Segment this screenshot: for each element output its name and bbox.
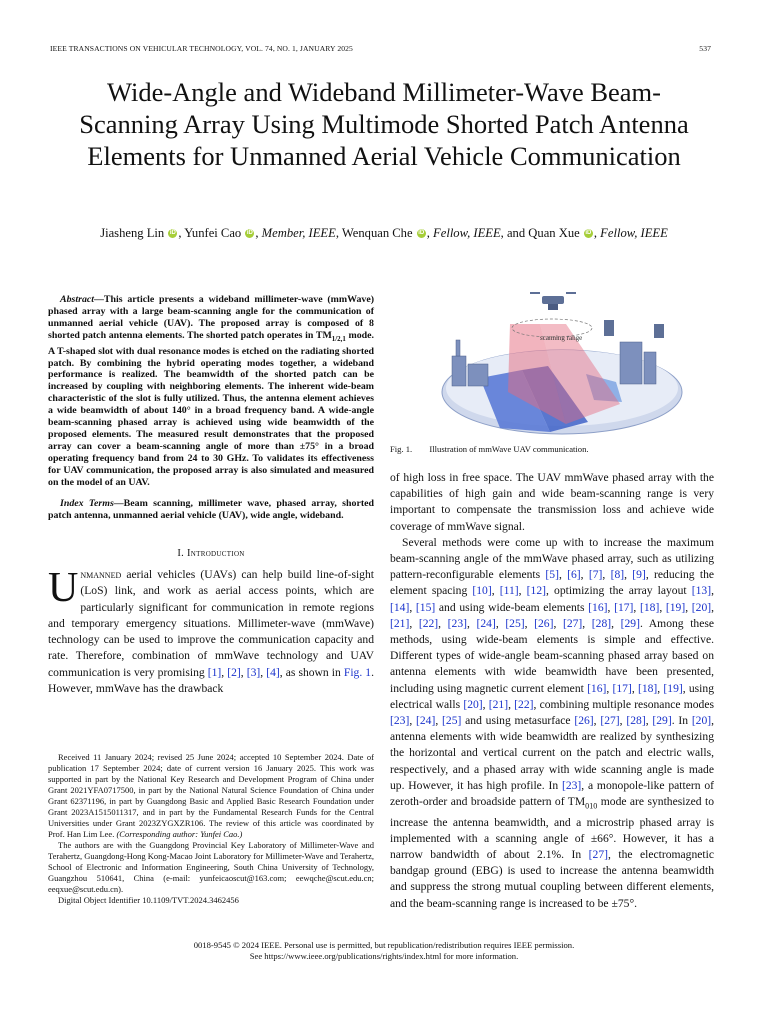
author-name: Wenquan Che: [341, 226, 413, 240]
citation-link[interactable]: [9]: [632, 568, 646, 582]
corresponding-author: (Corresponding author: Yunfei Cao.): [116, 829, 243, 839]
citation-link[interactable]: [20]: [691, 714, 712, 728]
citation-link[interactable]: [20]: [463, 697, 483, 711]
citation-link[interactable]: [22]: [514, 697, 534, 711]
citation-link[interactable]: [22]: [418, 616, 439, 630]
author-name: Yunfei Cao: [184, 226, 242, 240]
drop-cap: U: [48, 565, 79, 612]
figure-link[interactable]: Fig. 1: [343, 665, 372, 679]
author-membership: Fellow, IEEE: [433, 226, 501, 240]
citation-link[interactable]: [4]: [266, 665, 280, 679]
citation-link[interactable]: [23]: [561, 778, 582, 792]
citation-link[interactable]: [19]: [665, 600, 686, 614]
citation-link[interactable]: [18]: [637, 681, 658, 695]
index-terms-label: Index Terms: [60, 498, 114, 510]
rights-url-line: See https://www.ieee.org/publications/rights/index.html for more information.: [249, 951, 519, 961]
left-column: [48, 294, 374, 697]
citation-link[interactable]: [18]: [639, 600, 660, 614]
citation-link[interactable]: [13]: [691, 584, 712, 598]
citation-link[interactable]: [10]: [472, 584, 492, 598]
citation-link[interactable]: [29]: [620, 616, 640, 630]
intro-paragraph: Unmanned aerial vehicles (UAVs) can help build line-of-sight (LoS) link, and work as aerial access points, which are particularly significant for communication in remote regions and temporary emergency situations. Millimeter-wave (mmWave) technology can be used to improve the communication capacity and rate. Therefore, combination of mmWave technology and UAV communication is very promising [1], [2], [3], [4], as shown in Fig. 1. However, mmWave has the drawback: [48, 565, 375, 695]
citation-link[interactable]: [23]: [447, 616, 467, 630]
citation-link[interactable]: [26]: [534, 616, 554, 630]
citation-link[interactable]: [27]: [600, 714, 620, 728]
scanning-range-label: scanning range: [540, 334, 583, 342]
author-membership: Fellow, IEEE: [600, 226, 668, 240]
right-column: [390, 282, 714, 912]
citation-link[interactable]: [21]: [488, 697, 509, 711]
citation-link[interactable]: [28]: [591, 616, 612, 630]
abstract-label: Abstract: [60, 294, 95, 305]
doi-note: Digital Object Identifier 10.1109/TVT.2024.3462456: [58, 895, 239, 905]
orcid-icon[interactable]: iD: [418, 230, 425, 236]
citation-link[interactable]: [27]: [562, 616, 583, 630]
section-heading: I. Introduction: [177, 548, 245, 560]
citation-link[interactable]: [6]: [567, 568, 581, 582]
citation-link[interactable]: [15]: [415, 600, 436, 614]
citation-link[interactable]: [1]: [207, 665, 222, 679]
citation-link[interactable]: [17]: [614, 600, 634, 614]
uav-illustration: [390, 282, 714, 432]
author-name: Jiasheng Lin: [100, 226, 165, 240]
citation-link[interactable]: [23]: [390, 714, 410, 728]
first-page-footnote: [48, 752, 374, 906]
citation-link[interactable]: [8]: [610, 568, 625, 582]
citation-link[interactable]: [24]: [476, 616, 496, 630]
citation-link[interactable]: [24]: [416, 714, 436, 728]
citation-link[interactable]: [25]: [442, 714, 462, 728]
received-note: Received 11 January 2024; revised 25 June 2024; accepted 10 September 2024. Date of publication 17 September 2024; date of current version 16 January 2025. This work was supported in part by the National Key Research and Development Program of China under Grant 2021YFA0717500, in part by the National Natural Science Foundation of China under Grant 62371196, in part by Guangdong Basic and Applied Basic Research Foundation under Grant 2023A1515011317, and in part by the Fundamental Research Funds for the Central Universities under Grant 2023ZYGXZR106. The review of this article was coordinated by Prof. Han Lim Lee. (Corresponding author: Yunfei Cao.): [48, 752, 374, 839]
citation-link[interactable]: [16]: [588, 600, 608, 614]
citation-link[interactable]: [7]: [588, 568, 603, 582]
citation-link[interactable]: [16]: [587, 681, 607, 695]
citation-link[interactable]: [5]: [545, 568, 559, 582]
citation-link[interactable]: [28]: [626, 714, 646, 728]
citation-link[interactable]: [21]: [390, 616, 410, 630]
author-name: Quan Xue: [528, 226, 580, 240]
journal-header: IEEE TRANSACTIONS ON VEHICULAR TECHNOLOGY, VOL. 74, NO. 1, JANUARY 2025: [50, 44, 353, 53]
page-number: 537: [699, 44, 711, 53]
citation-link[interactable]: [14]: [390, 600, 410, 614]
right-paragraph-1: of high loss in free space. The UAV mmWave phased array with the capabilities of high gain and wide beam-scanning range is very important to compensate the transmission loss and achieve wide coverage of mmWave signal.: [390, 471, 714, 533]
citation-link[interactable]: [2]: [227, 665, 241, 679]
citation-link[interactable]: [3]: [246, 665, 261, 679]
orcid-icon[interactable]: iD: [169, 230, 176, 236]
copyright-footer: [50, 940, 718, 962]
citation-link[interactable]: [29]: [652, 714, 672, 728]
citation-link[interactable]: [25]: [505, 616, 525, 630]
running-header: [50, 44, 711, 56]
author-membership: Member, IEEE: [261, 226, 336, 240]
right-paragraph-2: Several methods were come up with to increase the maximum beam-scanning angle of the mmWave phased array, such as utilizing pattern-reconfigurable elements [5], [6], [7], [8], [9], reducing the element spacing [10], [11], [12], optimizing the array layout [13], [14], [15] and using wide-beam elements [16], [17], [18], [19], [20], [21], [22], [23], [24], [25], [26], [27], [28], [29]. Among these methods, using wide-beam elements is simple and effective. Different types of wide-angle beam-scanning phased array based on antenna elements with wide beamwidth have been presented, including using magnetic current element [16], [17], [18], [19], using electrical walls [20], [21], [22], combining multiple resonance modes [23], [24], [25] and using metasurface [26], [27], [28], [29]. In [20], antenna elements with wide beamwidth are realized by synthesizing the horizontal and vertical current on the patch and electric walls, respectively, and a phased array with wide scanning angle is made up. However, it has high profile. In [23], a monopole-like pattern of zeroth-order and broadside pattern of $TM_{010}$ mode are synthesized to increase the antenna beamwidth, and a microstrip phased array is implemented with a scanning angle of ±66°. However, it has a narrow bandwidth of about 2.1%. In [27], the electromagnetic bandgap ground (EBG) is used to increase the antenna beamwidth and suppress the strong mutual coupling between different elements, and the beam-scanning range is increased to be ±75°.: [390, 535, 715, 910]
index-terms: Index Terms—Beam scanning, millimeter wave, phased array, shorted patch antenna, unmanned aerial vehicle (UAV), wide angle, wideband.: [48, 498, 374, 522]
abstract: Abstract—This article presents a wideband millimeter-wave (mmWave) phased array with a large beam-scanning angle for the communication of unmanned aerial vehicle (UAV). The proposed array is composed of 8 shorted patch antenna elements. The shorted patch operates in $TM_{1/2,1}$ mode. A T-shaped slot with dual resonance modes is etched on the radiating shorted patch. By combining the hybrid operating modes together, a wideband performance is realized. The beamwidth of the shorted patch can be increased by coupling with neighboring elements. The inherent wide-beam characteristic of the slot is fully utilized. Thus, the antenna element achieves a wide beamwidth of about 140° in a broad frequency band. A wide-angle beam-scanning phased array is achieved using wide beamwidth of the proposed elements. The measured result demonstrates that the proposed array can cover a beam-scanning angle of more than ±75° in a broad operating frequency band from 24 to 30 GHz. To validates its effectiveness for UAV communication, the proposed array is also simulated and measured on the model of an UAV.: [48, 294, 374, 488]
orcid-icon[interactable]: iD: [585, 230, 592, 236]
author-line: Jiasheng Lin iD , Yunfei Cao iD , Member, IEEE, Wenquan Che iD , Fellow, IEEE, and Quan Xue iD , Fellow, IEEE: [100, 226, 668, 240]
orcid-icon[interactable]: iD: [246, 230, 253, 236]
affiliation-note: The authors are with the Guangdong Provincial Key Laboratory of Millimeter-Wave and Terahertz, Guangdong-Hong Kong-Macao Joint Laboratory for Millimeter-Wave and Terahertz, School of Electronic and Information Engineering, South China University of Technology, Guangzhou 510641, China (e-mail: yunfeicaoscut@163.com; eewqche@scut.edu.cn; eeqxue@scut.edu.cn).: [48, 840, 374, 894]
citation-link[interactable]: [12]: [526, 584, 546, 598]
citation-link[interactable]: [11]: [499, 584, 519, 598]
citation-link[interactable]: [17]: [612, 681, 632, 695]
figure-caption: Fig. 1. Illustration of mmWave UAV communication.: [390, 444, 589, 454]
copyright-line: 0018-9545 © 2024 IEEE. Personal use is permitted, but republication/redistribution requires IEEE permission.: [193, 940, 575, 950]
paper-title: Wide-Angle and Wideband Millimeter-Wave Beam-Scanning Array Using Multimode Shorted Patch Antenna Elements for Unmanned Aerial Vehicle Communication: [79, 77, 689, 171]
citation-link[interactable]: [19]: [663, 681, 683, 695]
citation-link[interactable]: [26]: [574, 714, 594, 728]
citation-link[interactable]: [20]: [691, 600, 712, 614]
uav-illustration-graphic: [390, 282, 714, 442]
citation-link[interactable]: [27]: [588, 847, 608, 861]
